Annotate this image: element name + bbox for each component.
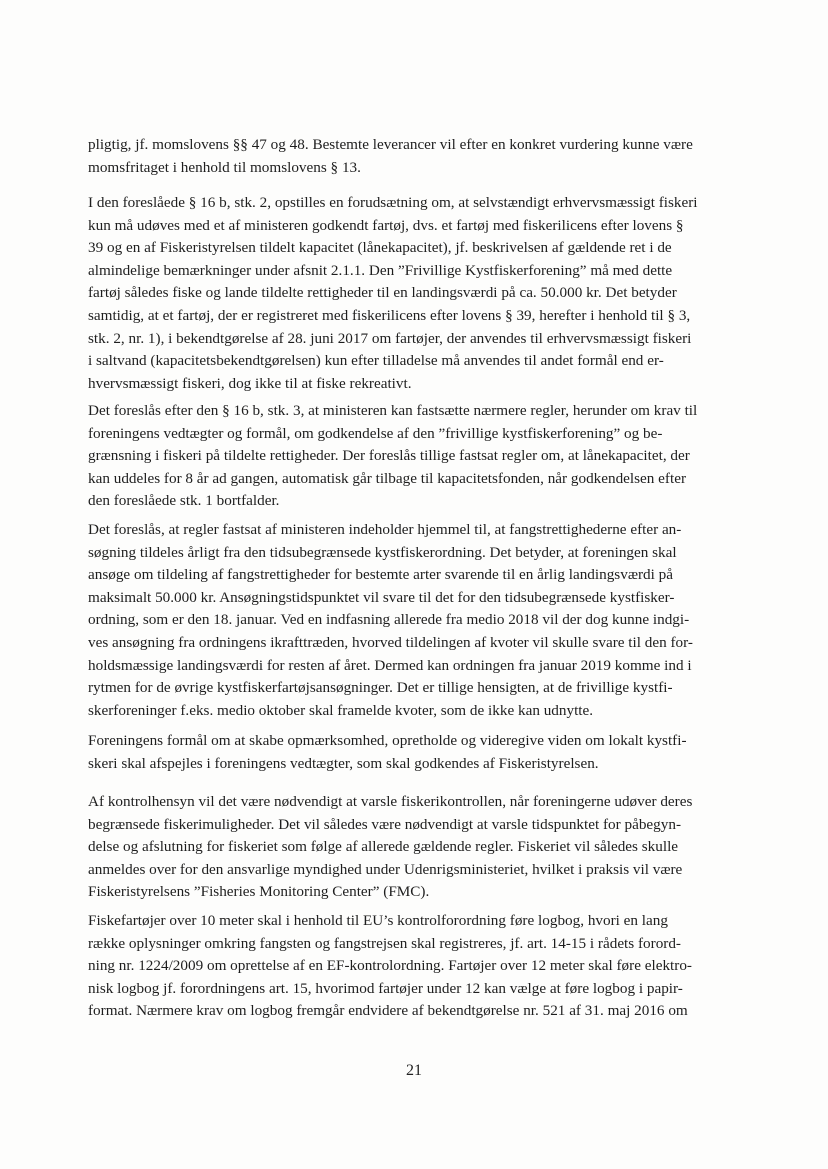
- text-line: I den foreslåede § 16 b, stk. 2, opstilles en forudsætning om, at selvstændigt erhvervsmæssigt fiskeri: [88, 194, 698, 211]
- text-line: Foreningens formål om at skabe opmærksomhed, opretholde og videregive viden om lokalt kystfi-: [88, 732, 687, 749]
- text-line: stk. 2, nr. 1), i bekendtgørelse af 28. juni 2017 om fartøjer, der anvendes til erhvervsmæssigt fiskeri: [88, 329, 692, 347]
- text-line: kun må udøves med et af ministeren godkendt fartøj, dvs. et fartøj med fiskerilicens efter lovens §: [88, 216, 684, 234]
- text-line: rytmen for de øvrige kystfiskerfartøjsansøgninger. Det er tillige hensigten, at de frivillige kystfi-: [88, 679, 673, 697]
- paragraph: [88, 910, 692, 1023]
- text-line: Det foreslås, at regler fastsat af ministeren indeholder hjemmel til, at fangstrettighederne efter an-: [88, 521, 682, 538]
- text-line: Fiskefartøjer over 10 meter skal i henhold til EU’s kontrolforordning føre logbog, hvori en lang: [88, 912, 668, 929]
- text-line: anmeldes over for den ansvarlige myndighed under Udenrigsministeriet, hvilket i praksis vil være: [88, 860, 683, 878]
- text-line: Fiskeristyrelsens ”Fisheries Monitoring Center” (FMC).: [88, 883, 430, 901]
- text-line: Det foreslås efter den § 16 b, stk. 3, at ministeren kan fastsætte nærmere regler, herunder om krav til: [88, 402, 698, 419]
- text-line: ordning, som er den 18. januar. Ved en indfasning allerede fra medio 2018 vil der dog kunne indgi-: [88, 611, 690, 629]
- page-number: 21: [406, 1062, 422, 1079]
- text-line: skeri skal afspejles i foreningens vedtægter, som skal godkendes af Fiskeristyrelsen.: [88, 754, 599, 772]
- text-line: ning nr. 1224/2009 om oprettelse af en EF-kontrolordning. Fartøjer over 12 meter skal føre elektro-: [88, 957, 692, 975]
- text-line: holdsmæssige landingsværdi for resten af året. Dermed kan ordningen fra januar 2019 komme ind i: [88, 656, 692, 674]
- text-line: grænsning i fiskeri på tildelte rettigheder. Der foreslås tillige fastsat regler om, at lånekapacitet, der: [88, 447, 690, 465]
- text-line: i saltvand (kapacitetsbekendtgørelsen) kun efter tilladelse må anvendes til andet formål end er-: [88, 352, 664, 370]
- text-line: hvervsmæssigt fiskeri, dog ikke til at fiske rekreativt.: [88, 374, 412, 392]
- text-line: række oplysninger omkring fangsten og fangstrejsen skal registreres, jf. art. 14-15 i rådets forord-: [88, 934, 681, 952]
- text-line: momsfritaget i henhold til momslovens § 13.: [88, 158, 361, 176]
- text-line: format. Nærmere krav om logbog fremgår endvidere af bekendtgørelse nr. 521 af 31. maj 2016 om: [88, 1002, 688, 1020]
- text-line: almindelige bemærkninger under afsnit 2.1.1. Den ”Frivillige Kystfiskerforening” må med dette: [88, 261, 673, 279]
- paragraph: [88, 134, 693, 179]
- text-line: den foreslåede stk. 1 bortfalder.: [88, 492, 280, 510]
- text-line: delse og afslutning for fiskeriet som følge af allerede gældende regler. Fiskeriet vil således skulle: [88, 838, 679, 856]
- text-line: fartøj således fiske og lande tildelte rettigheder til en landingsværdi på ca. 50.000 kr. Det betyder: [88, 284, 677, 302]
- text-line: maksimalt 50.000 kr. Ansøgningstidspunktet vil svare til det for den tidsubegrænsede kystfisker-: [88, 588, 675, 606]
- paragraph: [88, 791, 692, 904]
- text-line: pligtig, jf. momslovens §§ 47 og 48. Bestemte leverancer vil efter en konkret vurdering kunne være: [88, 136, 693, 153]
- text-line: foreningens vedtægter og formål, om godkendelse af den ”frivillige kystfiskerforening” og be-: [88, 424, 663, 442]
- text-line: Af kontrolhensyn vil det være nødvendigt at varsle fiskerikontrollen, når foreningerne udøver deres: [88, 793, 693, 810]
- text-line: samtidig, at et fartøj, der er registreret med fiskerilicens efter lovens § 39, herefter i henhold til § 3,: [88, 306, 691, 324]
- text-line: ves ansøgning fra ordningens ikrafttræden, hvorved tildelingen af kvoter vil skulle svare til den for-: [88, 633, 693, 651]
- text-line: søgning tildeles årligt fra den tidsubegrænsede kystfiskerordning. Det betyder, at foreningen skal: [88, 543, 677, 561]
- paragraph: [88, 192, 698, 395]
- text-line: nisk logbog jf. forordningens art. 15, hvorimod fartøjer under 12 kan vælge at føre logbog i papir-: [88, 979, 683, 997]
- text-line: skerforeninger f.eks. medio oktober skal framelde kvoter, som de ikke kan udnytte.: [88, 701, 594, 719]
- text-line: kan uddeles for 8 år ad gangen, automatisk går tilbage til kapacitetsfonden, når godkendelsen efter: [88, 469, 687, 487]
- text-line: 39 og en af Fiskeristyrelsen tildelt kapacitet (lånekapacitet), jf. beskrivelsen af gældende ret i de: [88, 239, 672, 257]
- paragraph: [88, 400, 697, 513]
- paragraph: [88, 730, 687, 775]
- paragraph: [88, 519, 693, 722]
- text-line: ansøge om tildeling af fangstrettigheder for bestemte arter svarende til en årlig landingsværdi på: [88, 566, 673, 584]
- text-line: begrænsede fiskerimuligheder. Det vil således være nødvendigt at varsle tidspunktet for påbegyn-: [88, 815, 682, 833]
